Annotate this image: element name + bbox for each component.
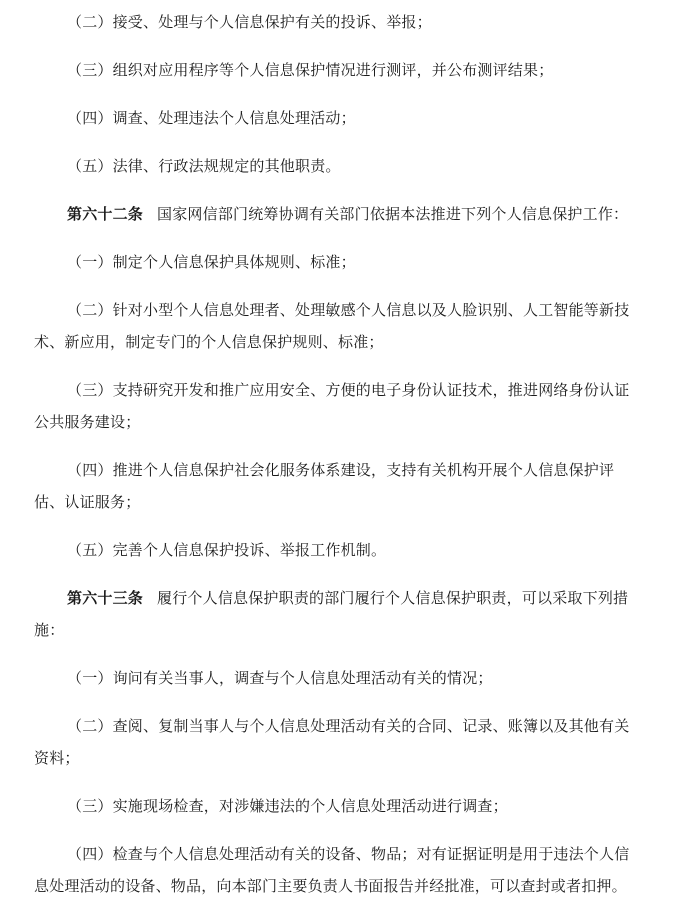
article-62-heading	[34, 198, 644, 230]
paragraph: （四）调查、处理违法个人信息处理活动；	[67, 109, 356, 127]
paragraph: （五）完善个人信息保护投诉、举报工作机制。	[67, 541, 387, 559]
paragraph: （三）组织对应用程序等个人信息保护情况进行测评，并公布测评结果；	[67, 61, 554, 79]
paragraph: （二）针对小型个人信息处理者、处理敏感个人信息以及人脸识别、人工智能等新技术、新应用，制定专门的个人信息保护规则、标准；	[34, 301, 630, 351]
article-63-heading	[34, 582, 644, 646]
article-number: 第六十三条	[67, 589, 144, 607]
paragraph: （二）查阅、复制当事人与个人信息处理活动有关的合同、记录、账簿以及其他有关资料；	[34, 717, 630, 767]
paragraph: （四）检查与个人信息处理活动有关的设备、物品；对有证据证明是用于违法个人信息处理活动的设备、物品，向本部门主要负责人书面报告并经批准，可以查封或者扣押。	[34, 845, 630, 895]
paragraph: （二）接受、处理与个人信息保护有关的投诉、举报；	[67, 13, 432, 31]
paragraph: （四）推进个人信息保护社会化服务体系建设，支持有关机构开展个人信息保护评估、认证服务；	[34, 461, 615, 511]
paragraph: （一）询问有关当事人，调查与个人信息处理活动有关的情况；	[67, 669, 493, 687]
paragraph: （一）制定个人信息保护具体规则、标准；	[67, 253, 356, 271]
article-text: 履行个人信息保护职责的部门履行个人信息保护职责，可以采取下列措施：	[34, 589, 629, 639]
paragraph: （五）法律、行政法规规定的其他职责。	[67, 157, 341, 175]
paragraph: （三）支持研究开发和推广应用安全、方便的电子身份认证技术，推进网络身份认证公共服务建设；	[34, 381, 630, 431]
article-number: 第六十二条	[67, 205, 144, 223]
article-text: 国家网信部门统筹协调有关部门依据本法推进下列个人信息保护工作：	[157, 205, 629, 223]
paragraph: （三）实施现场检查，对涉嫌违法的个人信息处理活动进行调查；	[67, 797, 508, 815]
